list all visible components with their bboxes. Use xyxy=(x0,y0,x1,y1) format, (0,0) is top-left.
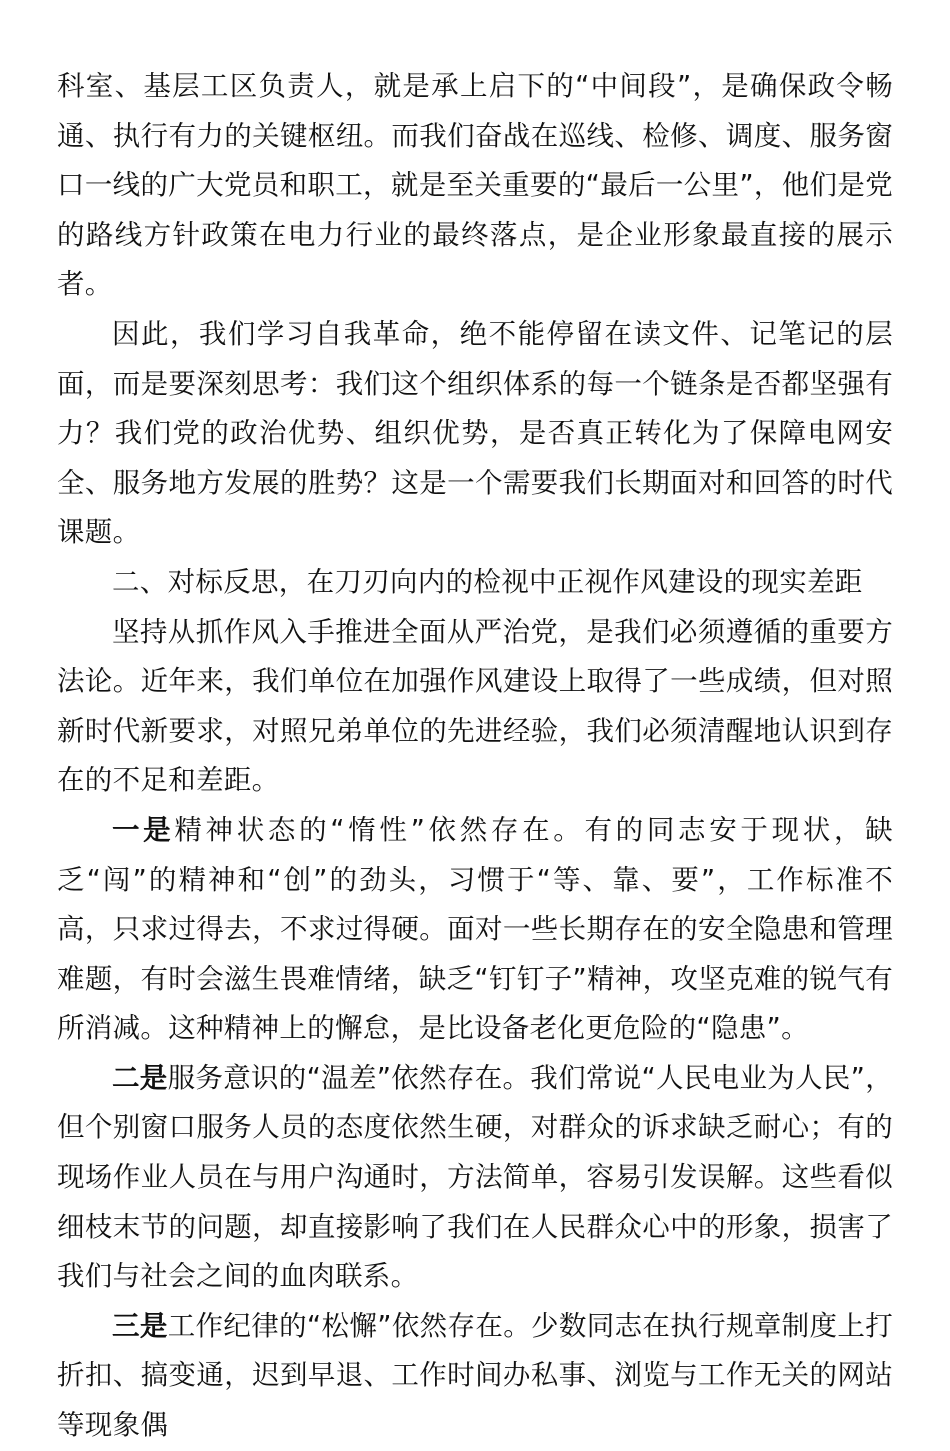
paragraph-point-two xyxy=(57,1054,893,1302)
paragraph-text: 精神状态的“惰性”依然存在。有的同志安于现状，缺乏“闯”的精神和“创”的劲头，习惯于“等、靠、要”，工作标准不高，只求过得去，不求过得硬。面对一些长期存在的安全隐患和管理难题，有时会滋生畏难情绪，缺乏“钉钉子”精神，攻坚克难的锐气有所消减。这种精神上的懈怠，是比设备老化更危险的“隐患”。 xyxy=(57,813,893,1045)
paragraph-methodology xyxy=(57,608,893,806)
paragraph-text: 坚持从抓作风入手推进全面从严治党，是我们必须遵循的重要方法论。近年来，我们单位在加强作风建设上取得了一些成绩，但对照新时代新要求，对照兄弟单位的先进经验，我们必须清醒地认识到存在的不足和差距。 xyxy=(57,615,893,797)
paragraph-text: 科室、基层工区负责人，就是承上启下的“中间段”，是确保政令畅通、执行有力的关键枢纽。而我们奋战在巡线、检修、调度、服务窗口一线的广大党员和职工，就是至关重要的“最后一公里”，他们是党的路线方针政策在电力行业的最终落点，是企业形象最直接的展示者。 xyxy=(57,70,893,301)
paragraph-therefore xyxy=(57,310,893,558)
document-page xyxy=(57,62,893,1451)
paragraph-point-one xyxy=(57,806,893,1054)
paragraph-point-three xyxy=(57,1302,893,1451)
point-lead: 一是 xyxy=(112,813,175,846)
section-heading-text: 二、对标反思，在刀刃向内的检视中正视作风建设的现实差距 xyxy=(112,565,863,598)
point-lead: 三是 xyxy=(112,1309,168,1342)
section-heading xyxy=(57,558,893,608)
paragraph-text: 服务意识的“温差”依然存在。我们常说“人民电业为人民”，但个别窗口服务人员的态度依然生硬，对群众的诉求缺乏耐心；有的现场作业人员在与用户沟通时，方法简单，容易引发误解。这些看似细枝末节的问题，却直接影响了我们在人民群众心中的形象，损害了我们与社会之间的血肉联系。 xyxy=(57,1061,893,1293)
paragraph-continuation xyxy=(57,62,893,310)
paragraph-text: 工作纪律的“松懈”依然存在。少数同志在执行规章制度上打折扣、搞变通，迟到早退、工作时间办私事、浏览与工作无关的网站等现象偶 xyxy=(57,1309,893,1442)
paragraph-text: 因此，我们学习自我革命，绝不能停留在读文件、记笔记的层面，而是要深刻思考：我们这个组织体系的每一个链条是否都坚强有力？我们党的政治优势、组织优势，是否真正转化为了保障电网安全、服务地方发展的胜势？这是一个需要我们长期面对和回答的时代课题。 xyxy=(57,317,893,549)
point-lead: 二是 xyxy=(112,1061,168,1094)
